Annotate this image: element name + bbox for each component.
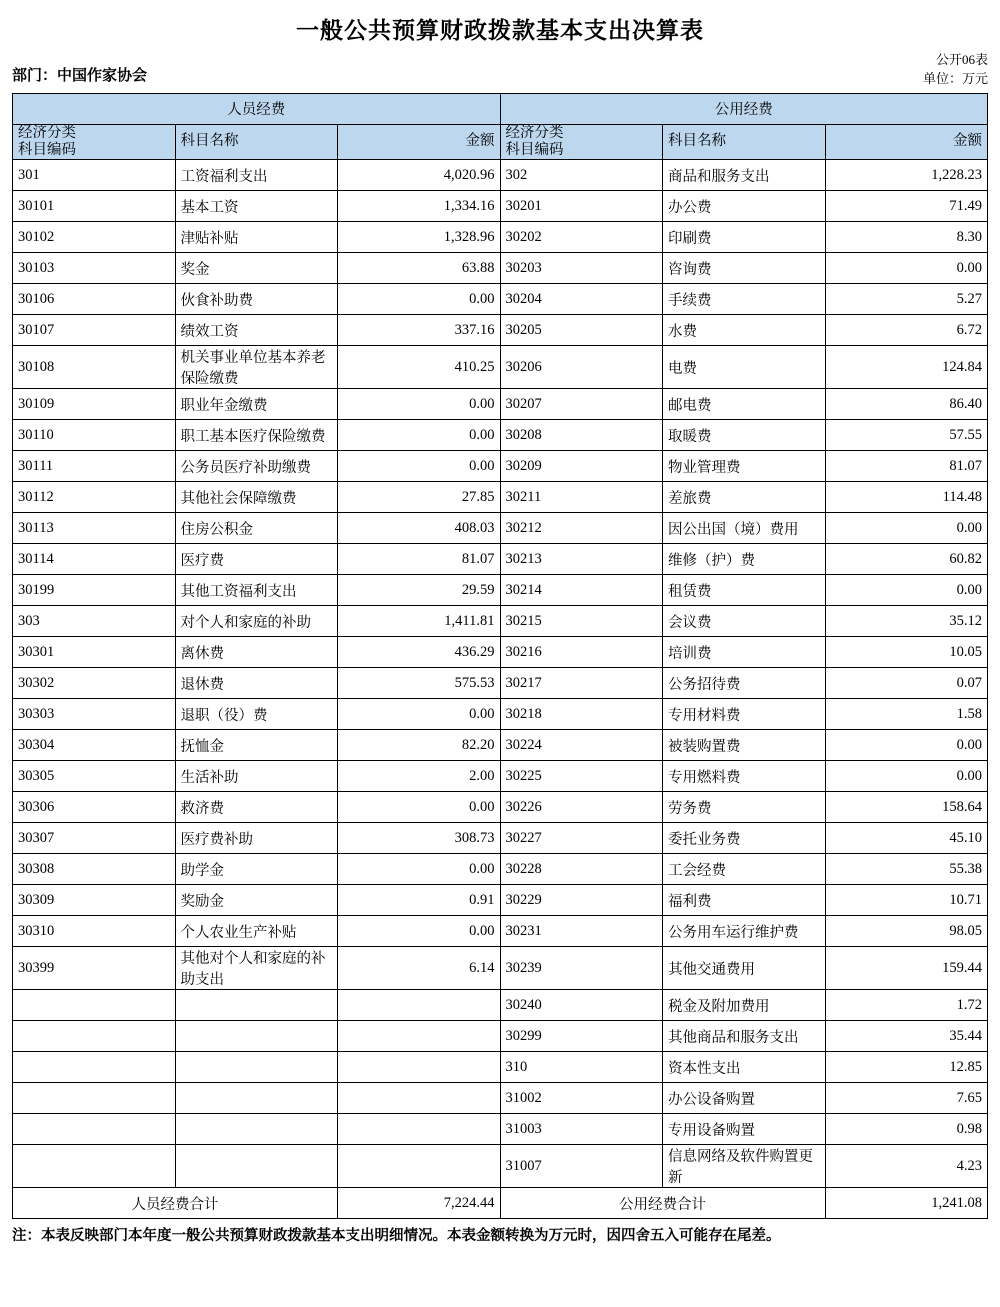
- cell-name-right: 其他交通费用: [663, 947, 826, 990]
- cell-amount-left: 1,334.16: [338, 191, 501, 222]
- cell-code-left: 301: [13, 160, 176, 191]
- totals-row: [13, 1188, 988, 1219]
- cell-code-right: 30225: [500, 761, 663, 792]
- meta-right: [923, 51, 988, 89]
- cell-name-right: 取暖费: [663, 420, 826, 451]
- col-header-code-left: [13, 124, 176, 160]
- table-row: [13, 544, 988, 575]
- cell-amount-left: 0.00: [338, 854, 501, 885]
- page-title: 一般公共预算财政拨款基本支出决算表: [296, 17, 704, 43]
- table-row: [13, 885, 988, 916]
- cell-name-left: [175, 1021, 338, 1052]
- col-header-code-right-line1: 经济分类: [505, 124, 564, 141]
- cell-amount-left: 6.14: [338, 947, 501, 990]
- cell-amount-right: 0.98: [825, 1114, 988, 1145]
- document-page: [0, 12, 1000, 1307]
- cell-code-left: [13, 1052, 176, 1083]
- cell-amount-right: 98.05: [825, 916, 988, 947]
- cell-name-right: 租赁费: [663, 575, 826, 606]
- cell-name-right: 工会经费: [663, 854, 826, 885]
- table-row: [13, 699, 988, 730]
- cell-code-right: 30231: [500, 916, 663, 947]
- table-row: [13, 482, 988, 513]
- meta-row: [12, 51, 988, 89]
- cell-name-right: 被装购置费: [663, 730, 826, 761]
- cell-amount-right: 4.23: [825, 1145, 988, 1188]
- cell-code-left: 30307: [13, 823, 176, 854]
- cell-amount-right: 55.38: [825, 854, 988, 885]
- table-row: [13, 420, 988, 451]
- personnel-total-amount: 7,224.44: [338, 1188, 501, 1219]
- cell-amount-right: 124.84: [825, 346, 988, 389]
- cell-name-left: 离休费: [175, 637, 338, 668]
- table-row: [13, 823, 988, 854]
- cell-amount-left: [338, 1021, 501, 1052]
- cell-code-right: 30207: [500, 389, 663, 420]
- cell-name-right: 商品和服务支出: [663, 160, 826, 191]
- unit-label: 单位：万元: [922, 70, 988, 86]
- cell-name-left: 救济费: [175, 792, 338, 823]
- cell-code-left: 30308: [13, 854, 176, 885]
- table-note: 注：本表反映部门本年度一般公共预算财政拨款基本支出明细情况。本表金额转换为万元时，因四舍五入可能存在尾差。: [12, 1228, 781, 1245]
- cell-amount-left: 408.03: [338, 513, 501, 544]
- cell-code-right: 30213: [500, 544, 663, 575]
- table-row: [13, 854, 988, 885]
- cell-amount-left: 0.00: [338, 284, 501, 315]
- cell-amount-left: 82.20: [338, 730, 501, 761]
- table-row: [13, 253, 988, 284]
- cell-name-right: 培训费: [663, 637, 826, 668]
- form-number: 公开06表: [935, 52, 988, 67]
- cell-name-left: 其他对个人和家庭的补助支出: [175, 947, 338, 990]
- group-header-row: [13, 93, 988, 124]
- cell-name-left: 绩效工资: [175, 315, 338, 346]
- cell-amount-left: 0.00: [338, 451, 501, 482]
- cell-code-right: 30216: [500, 637, 663, 668]
- cell-name-right: 信息网络及软件购置更新: [663, 1145, 826, 1188]
- cell-amount-left: 27.85: [338, 482, 501, 513]
- table-row: [13, 606, 988, 637]
- cell-amount-left: [338, 1083, 501, 1114]
- cell-amount-left: 0.00: [338, 420, 501, 451]
- group-header-personnel: 人员经费: [13, 93, 501, 124]
- cell-name-left: 生活补助: [175, 761, 338, 792]
- cell-amount-left: 0.00: [338, 792, 501, 823]
- cell-name-right: 咨询费: [663, 253, 826, 284]
- cell-amount-right: 57.55: [825, 420, 988, 451]
- cell-name-right: 维修（护）费: [663, 544, 826, 575]
- cell-code-right: 30229: [500, 885, 663, 916]
- cell-name-right: 福利费: [663, 885, 826, 916]
- cell-code-left: [13, 1145, 176, 1188]
- cell-name-right: 印刷费: [663, 222, 826, 253]
- cell-name-left: 基本工资: [175, 191, 338, 222]
- cell-amount-right: 159.44: [825, 947, 988, 990]
- cell-name-left: 助学金: [175, 854, 338, 885]
- cell-code-left: 30106: [13, 284, 176, 315]
- cell-code-right: 30215: [500, 606, 663, 637]
- cell-name-left: 职工基本医疗保险缴费: [175, 420, 338, 451]
- table-row: [13, 1114, 988, 1145]
- table-row: [13, 1145, 988, 1188]
- cell-code-right: 30224: [500, 730, 663, 761]
- cell-code-right: 31007: [500, 1145, 663, 1188]
- cell-code-left: 30301: [13, 637, 176, 668]
- cell-name-right: 差旅费: [663, 482, 826, 513]
- cell-amount-left: 1,328.96: [338, 222, 501, 253]
- cell-amount-right: 0.00: [825, 730, 988, 761]
- cell-amount-right: 1.58: [825, 699, 988, 730]
- table-row: [13, 451, 988, 482]
- cell-code-right: 30209: [500, 451, 663, 482]
- cell-code-left: 30107: [13, 315, 176, 346]
- table-row: [13, 191, 988, 222]
- table-foot: [13, 1188, 988, 1219]
- cell-amount-left: 0.00: [338, 916, 501, 947]
- cell-code-left: [13, 1114, 176, 1145]
- cell-amount-right: 71.49: [825, 191, 988, 222]
- cell-code-left: [13, 1021, 176, 1052]
- cell-code-left: 30306: [13, 792, 176, 823]
- cell-name-right: 劳务费: [663, 792, 826, 823]
- table-row: [13, 160, 988, 191]
- col-header-amount-left: 金额: [338, 124, 501, 160]
- cell-name-right: 会议费: [663, 606, 826, 637]
- budget-table: [12, 93, 988, 1220]
- cell-amount-left: 308.73: [338, 823, 501, 854]
- cell-code-left: 30103: [13, 253, 176, 284]
- cell-code-left: 30110: [13, 420, 176, 451]
- cell-amount-right: 10.71: [825, 885, 988, 916]
- table-row: [13, 513, 988, 544]
- table-row: [13, 916, 988, 947]
- cell-amount-right: 0.00: [825, 253, 988, 284]
- cell-amount-left: 0.00: [338, 699, 501, 730]
- cell-code-left: 30108: [13, 346, 176, 389]
- cell-amount-left: 63.88: [338, 253, 501, 284]
- cell-code-right: 30239: [500, 947, 663, 990]
- cell-code-right: 31003: [500, 1114, 663, 1145]
- col-header-code-right-line2: 科目编码: [505, 142, 564, 159]
- cell-name-left: 机关事业单位基本养老保险缴费: [175, 346, 338, 389]
- cell-name-right: 专用燃料费: [663, 761, 826, 792]
- table-row: [13, 222, 988, 253]
- cell-amount-left: 0.91: [338, 885, 501, 916]
- cell-code-left: 30309: [13, 885, 176, 916]
- cell-amount-left: 4,020.96: [338, 160, 501, 191]
- cell-amount-left: 575.53: [338, 668, 501, 699]
- cell-amount-right: 60.82: [825, 544, 988, 575]
- cell-amount-right: 35.12: [825, 606, 988, 637]
- cell-name-right: 水费: [663, 315, 826, 346]
- cell-code-right: 30240: [500, 990, 663, 1021]
- cell-amount-left: [338, 990, 501, 1021]
- cell-name-left: [175, 1145, 338, 1188]
- cell-code-right: 30208: [500, 420, 663, 451]
- cell-amount-left: [338, 1052, 501, 1083]
- cell-name-left: 职业年金缴费: [175, 389, 338, 420]
- cell-amount-left: 29.59: [338, 575, 501, 606]
- cell-amount-right: 114.48: [825, 482, 988, 513]
- cell-name-right: 办公设备购置: [663, 1083, 826, 1114]
- cell-amount-left: 1,411.81: [338, 606, 501, 637]
- table-row: [13, 315, 988, 346]
- cell-name-left: 医疗费补助: [175, 823, 338, 854]
- col-header-amount-right: 金额: [825, 124, 988, 160]
- cell-code-right: 310: [500, 1052, 663, 1083]
- cell-code-right: 30211: [500, 482, 663, 513]
- cell-code-right: 30201: [500, 191, 663, 222]
- cell-code-left: 30101: [13, 191, 176, 222]
- cell-name-left: 工资福利支出: [175, 160, 338, 191]
- cell-name-left: [175, 990, 338, 1021]
- col-header-name-left: 科目名称: [175, 124, 338, 160]
- cell-code-right: 30205: [500, 315, 663, 346]
- cell-code-left: 30302: [13, 668, 176, 699]
- cell-amount-left: 2.00: [338, 761, 501, 792]
- table-row: [13, 730, 988, 761]
- cell-code-right: 30218: [500, 699, 663, 730]
- cell-amount-right: 12.85: [825, 1052, 988, 1083]
- cell-amount-right: 86.40: [825, 389, 988, 420]
- cell-code-left: 30102: [13, 222, 176, 253]
- cell-code-right: 30212: [500, 513, 663, 544]
- cell-amount-right: 7.65: [825, 1083, 988, 1114]
- cell-code-left: 30199: [13, 575, 176, 606]
- cell-code-right: 30217: [500, 668, 663, 699]
- cell-code-left: [13, 1083, 176, 1114]
- cell-code-left: 30399: [13, 947, 176, 990]
- table-row: [13, 1021, 988, 1052]
- cell-amount-right: 81.07: [825, 451, 988, 482]
- table-body: [13, 160, 988, 1188]
- cell-name-right: 税金及附加费用: [663, 990, 826, 1021]
- table-row: [13, 947, 988, 990]
- col-header-code-left-line1: 经济分类: [18, 124, 76, 141]
- cell-name-left: 住房公积金: [175, 513, 338, 544]
- cell-name-right: 公务用车运行维护费: [663, 916, 826, 947]
- cell-code-right: 30204: [500, 284, 663, 315]
- cell-code-right: 30202: [500, 222, 663, 253]
- cell-amount-right: 0.07: [825, 668, 988, 699]
- cell-name-right: 电费: [663, 346, 826, 389]
- cell-amount-right: 10.05: [825, 637, 988, 668]
- table-row: [13, 284, 988, 315]
- table-row: [13, 575, 988, 606]
- cell-code-left: 30303: [13, 699, 176, 730]
- cell-name-right: 专用材料费: [663, 699, 826, 730]
- cell-name-right: 邮电费: [663, 389, 826, 420]
- cell-amount-right: 1.72: [825, 990, 988, 1021]
- cell-name-left: 伙食补助费: [175, 284, 338, 315]
- table-row: [13, 1052, 988, 1083]
- cell-name-left: 其他工资福利支出: [175, 575, 338, 606]
- cell-name-left: [175, 1083, 338, 1114]
- col-header-name-right: 科目名称: [663, 124, 826, 160]
- cell-code-left: 30112: [13, 482, 176, 513]
- cell-name-left: 其他社会保障缴费: [175, 482, 338, 513]
- cell-name-right: 物业管理费: [663, 451, 826, 482]
- column-header-row: [13, 124, 988, 160]
- public-total-label: 公用经费合计: [500, 1188, 825, 1219]
- table-row: [13, 1083, 988, 1114]
- personnel-total-label: 人员经费合计: [13, 1188, 338, 1219]
- cell-code-right: 302: [500, 160, 663, 191]
- cell-code-right: 30228: [500, 854, 663, 885]
- cell-amount-right: 35.44: [825, 1021, 988, 1052]
- cell-name-left: 津贴补贴: [175, 222, 338, 253]
- col-header-code-left-line2: 科目编码: [18, 142, 76, 159]
- cell-amount-right: 158.64: [825, 792, 988, 823]
- cell-name-left: 退休费: [175, 668, 338, 699]
- cell-amount-left: 410.25: [338, 346, 501, 389]
- cell-name-left: 对个人和家庭的补助: [175, 606, 338, 637]
- cell-name-right: 其他商品和服务支出: [663, 1021, 826, 1052]
- department-label: 部门：中国作家协会: [12, 68, 148, 85]
- cell-code-left: [13, 990, 176, 1021]
- cell-name-right: 办公费: [663, 191, 826, 222]
- cell-name-right: 公务招待费: [663, 668, 826, 699]
- cell-name-left: 退职（役）费: [175, 699, 338, 730]
- cell-name-left: 公务员医疗补助缴费: [175, 451, 338, 482]
- cell-amount-left: 337.16: [338, 315, 501, 346]
- cell-name-left: 医疗费: [175, 544, 338, 575]
- cell-code-left: 30310: [13, 916, 176, 947]
- cell-code-right: 30214: [500, 575, 663, 606]
- cell-code-left: 303: [13, 606, 176, 637]
- table-row: [13, 761, 988, 792]
- table-row: [13, 389, 988, 420]
- cell-amount-right: 8.30: [825, 222, 988, 253]
- cell-code-left: 30304: [13, 730, 176, 761]
- cell-amount-left: [338, 1114, 501, 1145]
- cell-code-right: 30206: [500, 346, 663, 389]
- cell-name-left: 个人农业生产补贴: [175, 916, 338, 947]
- cell-amount-right: 1,228.23: [825, 160, 988, 191]
- cell-code-left: 30109: [13, 389, 176, 420]
- cell-amount-left: 436.29: [338, 637, 501, 668]
- group-header-public: 公用经费: [500, 93, 988, 124]
- cell-name-right: 委托业务费: [663, 823, 826, 854]
- public-total-amount: 1,241.08: [825, 1188, 988, 1219]
- cell-code-left: 30305: [13, 761, 176, 792]
- cell-amount-left: 81.07: [338, 544, 501, 575]
- cell-name-left: 奖金: [175, 253, 338, 284]
- cell-code-right: 30203: [500, 253, 663, 284]
- cell-code-left: 30111: [13, 451, 176, 482]
- cell-code-right: 30227: [500, 823, 663, 854]
- cell-amount-left: 0.00: [338, 389, 501, 420]
- cell-name-right: 资本性支出: [663, 1052, 826, 1083]
- cell-amount-right: 0.00: [825, 513, 988, 544]
- cell-name-right: 因公出国（境）费用: [663, 513, 826, 544]
- cell-code-right: 31002: [500, 1083, 663, 1114]
- table-head: [13, 93, 988, 160]
- cell-name-left: [175, 1114, 338, 1145]
- cell-code-right: 30299: [500, 1021, 663, 1052]
- cell-name-right: 手续费: [663, 284, 826, 315]
- cell-amount-right: 5.27: [825, 284, 988, 315]
- col-header-code-right: [500, 124, 663, 160]
- cell-code-right: 30226: [500, 792, 663, 823]
- cell-amount-right: 45.10: [825, 823, 988, 854]
- cell-amount-left: [338, 1145, 501, 1188]
- table-row: [13, 990, 988, 1021]
- table-row: [13, 637, 988, 668]
- cell-amount-right: 0.00: [825, 575, 988, 606]
- table-row: [13, 346, 988, 389]
- cell-code-left: 30114: [13, 544, 176, 575]
- table-row: [13, 792, 988, 823]
- cell-name-left: 抚恤金: [175, 730, 338, 761]
- cell-name-left: 奖励金: [175, 885, 338, 916]
- cell-name-right: 专用设备购置: [663, 1114, 826, 1145]
- table-row: [13, 668, 988, 699]
- cell-amount-right: 6.72: [825, 315, 988, 346]
- cell-name-left: [175, 1052, 338, 1083]
- cell-code-left: 30113: [13, 513, 176, 544]
- cell-amount-right: 0.00: [825, 761, 988, 792]
